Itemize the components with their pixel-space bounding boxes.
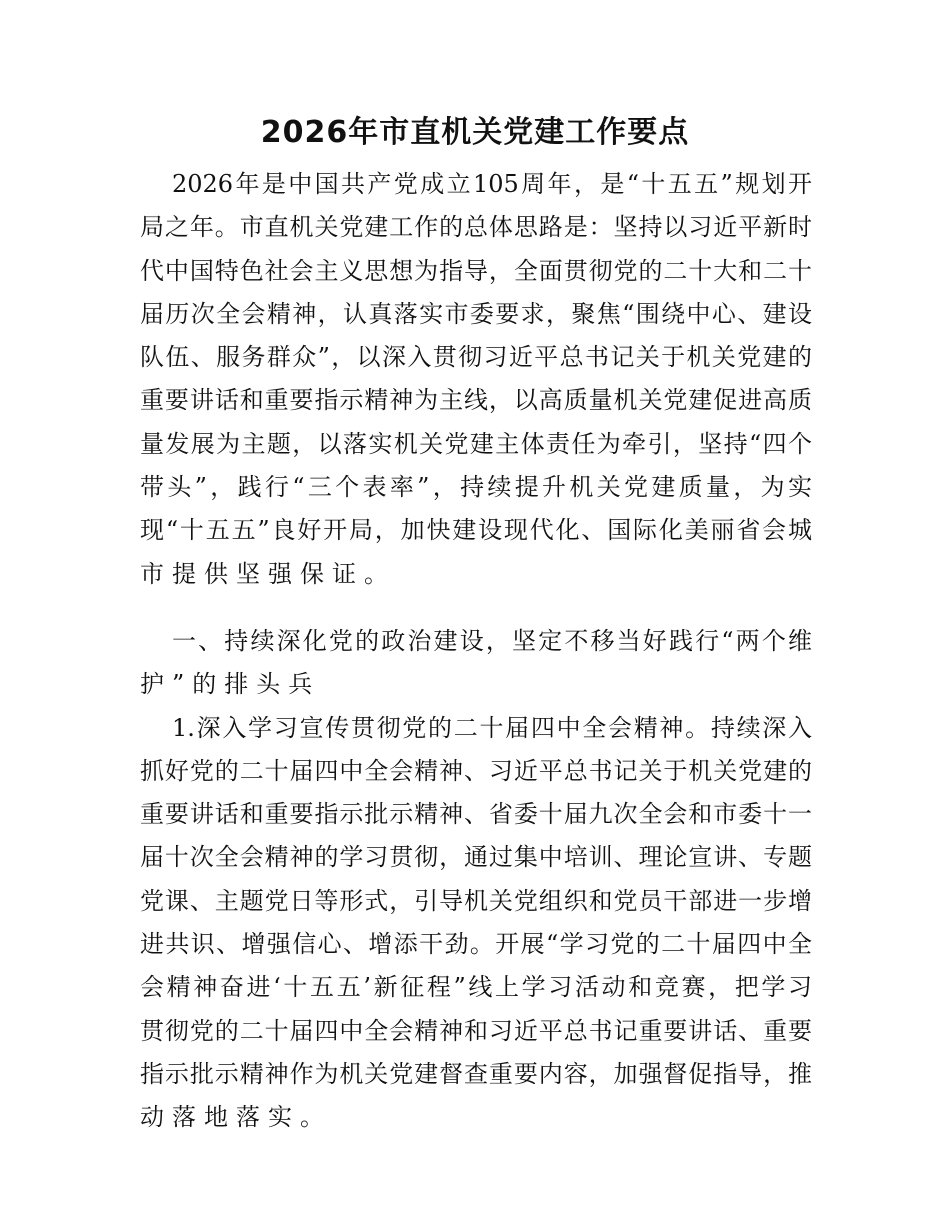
text-line: 一、持续深化党的政治建设，坚定不移当好践行“两个维 bbox=[172, 626, 812, 655]
text-line: 进共识、增强信心、增添干劲。开展“学习党的二十届四中全 bbox=[140, 930, 812, 959]
text-line: 重要讲话和重要指示批示精神、省委十届九次全会和市委十一 bbox=[140, 800, 812, 829]
text-line: 届历次全会精神，认真落实市委要求，聚焦“围绕中心、建设 bbox=[140, 299, 812, 328]
text-line: 市提供坚强保证。 bbox=[140, 559, 396, 588]
text-line: 1.深入学习宣传贯彻党的二十届四中全会精神。持续深入 bbox=[172, 713, 812, 742]
paragraph-item-1 bbox=[140, 707, 812, 1140]
text-line: 2026年是中国共产党成立105周年，是“十五五”规划开 bbox=[172, 170, 812, 198]
document-title: 2026年市直机关党建工作要点 bbox=[260, 115, 690, 150]
text-line: 带头”，践行“三个表率”，持续提升机关党建质量，为实 bbox=[140, 473, 812, 502]
text-line: 代中国特色社会主义思想为指导，全面贯彻党的二十大和二十 bbox=[140, 256, 812, 285]
text-line: 指示批示精神作为机关党建督查重要内容，加强督促指导，推 bbox=[140, 1059, 812, 1088]
text-line: 量发展为主题，以落实机关党建主体责任为牵引，坚持“四个 bbox=[140, 429, 812, 458]
section-heading-1 bbox=[140, 620, 812, 707]
text-line: 党课、主题党日等形式，引导机关党组织和党员干部进一步增 bbox=[140, 886, 812, 915]
text-line: 重要讲话和重要指示精神为主线，以高质量机关党建促进高质 bbox=[140, 386, 812, 415]
text-line: 现“十五五”良好开局，加快建设现代化、国际化美丽省会城 bbox=[140, 516, 812, 545]
text-line: 局之年。市直机关党建工作的总体思路是：坚持以习近平新时 bbox=[140, 213, 812, 242]
text-line: 抓好党的二十届四中全会精神、习近平总书记关于机关党建的 bbox=[140, 756, 812, 785]
text-line: 动落地落实。 bbox=[140, 1103, 332, 1132]
text-line: 届十次全会精神的学习贯彻，通过集中培训、理论宣讲、专题 bbox=[140, 843, 812, 872]
paragraph-intro bbox=[140, 163, 812, 596]
text-line: 队伍、服务群众”，以深入贯彻习近平总书记关于机关党建的 bbox=[140, 343, 812, 372]
text-line: 护”的排头兵 bbox=[140, 670, 321, 699]
text-line: 贯彻党的二十届四中全会精神和习近平总书记重要讲话、重要 bbox=[140, 1016, 812, 1045]
text-line: 会精神奋进‘十五五’新征程”线上学习活动和竞赛，把学习 bbox=[140, 973, 812, 1002]
document-body bbox=[140, 163, 812, 1140]
